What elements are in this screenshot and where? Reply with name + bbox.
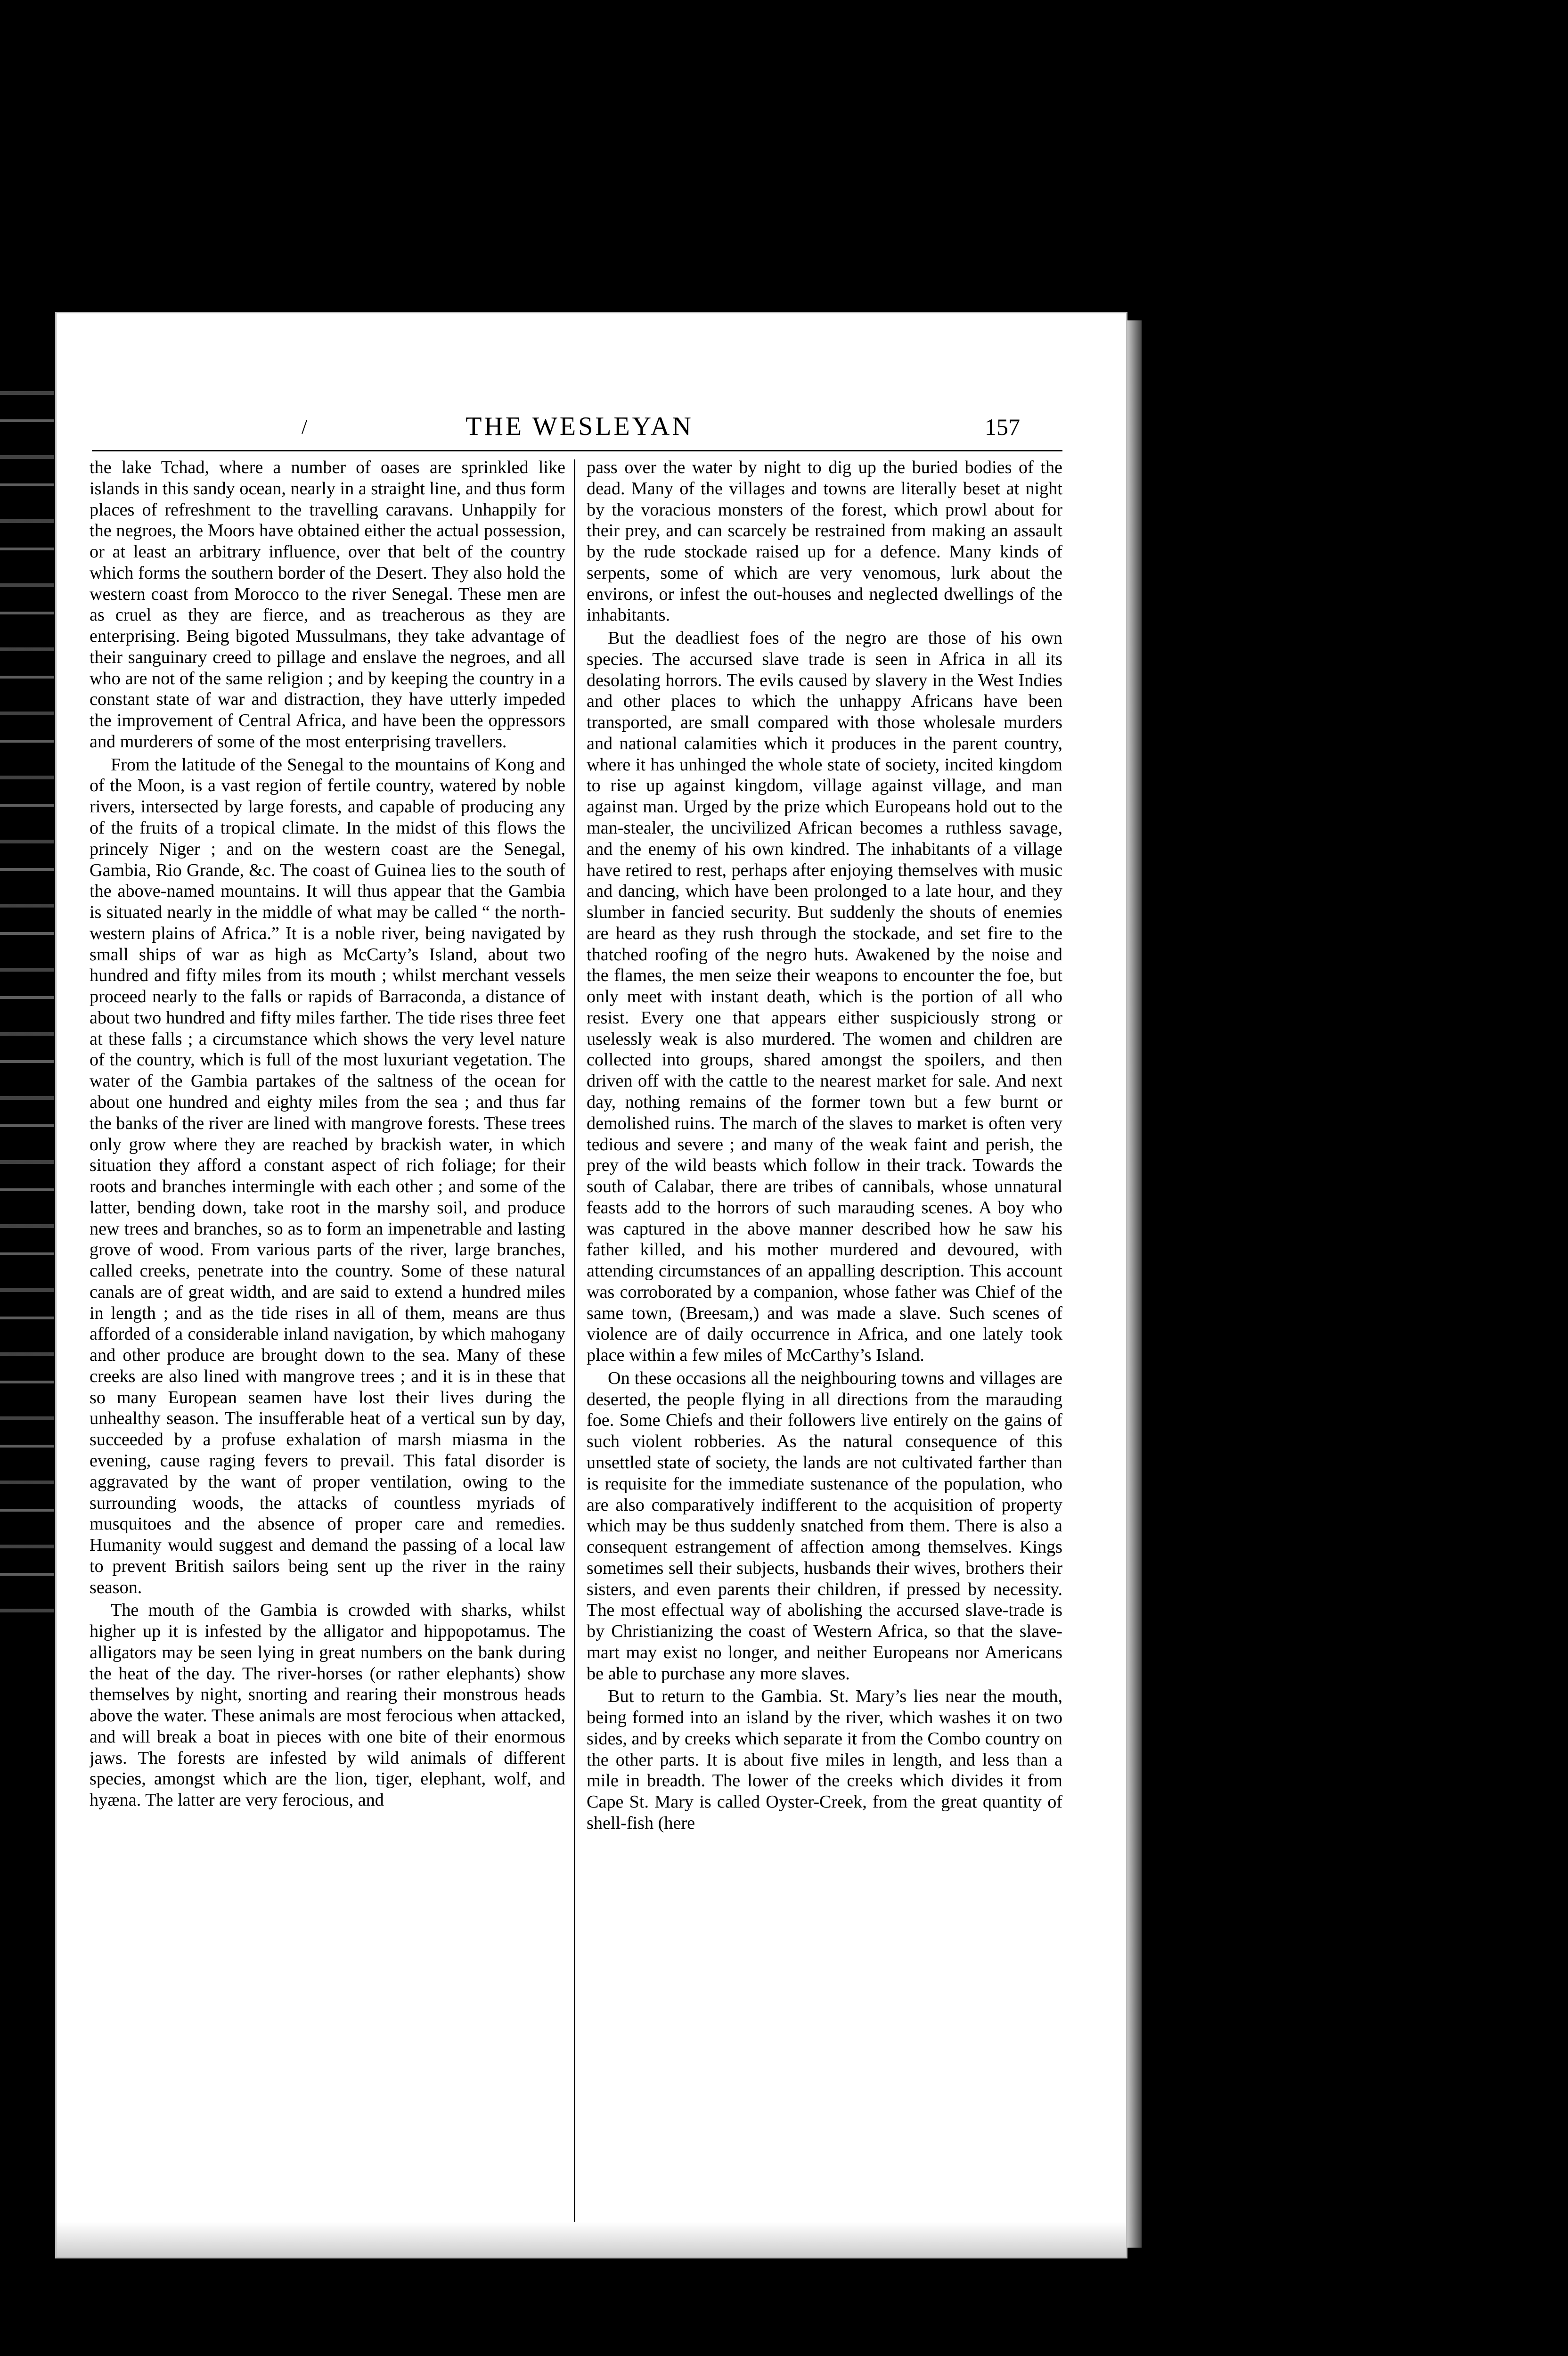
left-column (90, 457, 565, 2224)
paragraph: pass over the water by night to dig up the buried bodies of the dead. Many of the villages and towns are literally beset at night by the voracious monsters of the forest, which prowl about for their prey, and can scarcely be restrained from making an assault by the rude stockade raised up for a defence. Many kinds of serpents, some of which are very venomous, lurk about the environs, or infest the out-houses and neglected dwellings of the inhabitants. (587, 458, 1062, 625)
header-rule (92, 450, 1062, 451)
paragraph: the lake Tchad, where a number of oases are sprinkled like islands in this sandy ocean, nearly in a straight line, and thus form places of refreshment to the travelling caravans. Unhappily for the negroes, the Moors have obtained either the actual possession, or at least an arbitrary influence, over that belt of the country which forms the southern border of the Desert. They also hold the western coast from Morocco to the river Senegal. These men are as cruel as they are fierce, and as treacherous as they are enterprising. Being bigoted Mussulmans, they take advantage of their sanguinary creed to pillage and enslave the negroes, and all who are not of the same religion ; and by keeping the country in a constant state of war and distraction, they have utterly impeded the improvement of Central Africa, and have been the oppressors and murderers of some of the most enterprising travellers. (90, 458, 565, 752)
adjacent-page-edge (0, 358, 54, 1630)
page (57, 313, 1126, 2257)
paragraph: The mouth of the Gambia is crowded with sharks, whilst higher up it is infested by the alligator and hippopotamus. The alligators may be seen lying in great numbers on the bank during the heat of the day. The river-horses (or rather elephants) show themselves by night, snorting and rearing their monstrous heads above the water. These animals are most ferocious when attacked, and will break a boat in pieces with one bite of their enormous jaws. The forests are infested by wild animals of different species, amongst which are the lion, tiger, elephant, wolf, and hyæna. The latter are very ferocious, and (90, 1600, 565, 1810)
column-divider (574, 459, 575, 2222)
header-mark: / (302, 415, 308, 438)
paragraph: From the latitude of the Senegal to the mountains of Kong and of the Moon, is a vast region of fertile country, watered by noble rivers, intersected by large forests, and capable of producing any of the fruits of a tropical climate. In the midst of this flows the princely Niger ; and on the western coast are the Senegal, Gambia, Rio Grande, &c. The coast of Guinea lies to the south of the above-named mountains. It will thus appear that the Gambia is situated nearly in the middle of what may be called “ the north-western plains of Africa.” It is a noble river, being navigated by small ships of war as high as McCarty’s Island, about two hundred and fifty miles from its mouth ; whilst merchant vessels proceed nearly to the falls or rapids of Barraconda, a distance of about two hundred and fifty miles farther. The tide rises three feet at these falls ; a circumstance which shows the very level nature of the country, which is full of the most luxuriant vegetation. The water of the Gambia partakes of the saltness of the ocean for about one hundred and eighty miles from the sea ; and thus far the banks of the river are lined with mangrove forests. These trees only grow where they are reached by brackish water, in which situation they afford a constant aspect of rich foliage; for their roots and branches intermingle with each other ; and some of the latter, bending down, take root in the marshy soil, and produce new trees and branches, so as to form an impenetrable and lasting grove of wood. From various parts of the river, large branches, called creeks, penetrate into the country. Some of these natural canals are of great width, and are said to extend a hundred miles in length ; and as the tide rises in all of them, means are thus afforded of a considerable inland navigation, by which mahogany and other produce are brought down to the sea. Many of these creeks are also lined with mangrove trees ; and it is in these that so many European seamen have lost their lives during the unhealthy season. The insufferable heat of a vertical sun by day, succeeded by a profuse exhalation of marsh miasma in the evening, cause raging fevers to prevail. This fatal disorder is aggravated by the want of proper ventilation, owing to the surrounding woods, the attacks of countless myriads of musquitoes and the absence of proper care and remedies. Humanity would suggest and demand the passing of a local law to prevent British sailors being sent up the river in the rainy season. (90, 754, 565, 1597)
right-column (587, 457, 1062, 2224)
page-number: 157 (985, 414, 1020, 440)
paragraph: But to return to the Gambia. St. Mary’s lies near the mouth, being formed into an island by the river, which washes it on two sides, and by creeks which separate it from the Combo country on the other parts. It is about five miles in length, and less than a mile in breadth. The lower of the creeks which divides it from Cape St. Mary is called Oyster-Creek, from the great quantity of shell-fish (here (587, 1686, 1062, 1833)
paragraph: But the deadliest foes of the negro are those of his own species. The accursed slave trade is seen in Africa in all its desolating horrors. The evils caused by slavery in the West Indies and other places to which the unhappy Africans have been transported, are small compared with those wholesale murders and national calamities which it produces in the parent country, where it has unhinged the whole state of society, incited kingdom to rise up against kingdom, village against village, and man against man. Urged by the prize which Europeans hold out to the man-stealer, the uncivilized African becomes a ruthless savage, and the enemy of his own kindred. The inhabitants of a village have retired to rest, perhaps after enjoying themselves with music and dancing, which have been prolonged to a late hour, and they slumber in fancied security. But suddenly the shouts of enemies are heard as they rush through the stockade, and set fire to the thatched roofing of the negro huts. Awakened by the noise and the flames, the men seize their weapons to encounter the foe, but only meet with instant death, which is the portion of all who resist. Every one that appears either suspiciously strong or uselessly weak is also murdered. The women and children are collected into groups, shared amongst the spoilers, and then driven off with the cattle to the nearest market for sale. And next day, nothing remains of the former town but a few burnt or demolished ruins. The march of the slaves to market is often very tedious and severe ; and many of the weak faint and perish, the prey of the wild beasts which follow in their track. Towards the south of Calabar, there are tribes of cannibals, whose unnatural feasts add to the horrors of such marauding scenes. A boy who was captured in the above manner described how he saw his father killed, and his mother murdered and devoured, with attending circumstances of an appalling description. This account was corroborated by a companion, whose father was Chief of the same town, (Breesam,) and was made a slave. Such scenes of violence are of daily occurrence in Africa, and one lately took place within a few miles of McCarthy’s Island. (587, 628, 1062, 1366)
page-bottom-shadow (57, 2222, 1126, 2257)
page-right-edge (1125, 320, 1142, 2248)
running-title: THE WESLEYAN (466, 412, 694, 441)
paragraph: On these occasions all the neighbouring towns and villages are deserted, the people flying in all directions from the marauding foe. Some Chiefs and their followers live entirely on the gains of such violent robberies. As the natural consequence of this unsettled state of society, the lands are not cultivated farther than is requisite for the immediate sustenance of the population, who are also comparatively indifferent to the acquisition of property which may be thus suddenly snatched from them. There is also a consequent estrangement of affection among themselves. Kings sometimes sell their subjects, husbands their wives, brothers their sisters, and even parents their children, if pressed by necessity. The most effectual way of abolishing the accursed slave-trade is by Christianizing the coast of Western Africa, so that the slave-mart may exist no longer, and neither Europeans nor Americans be able to purchase any more slaves. (587, 1368, 1062, 1684)
